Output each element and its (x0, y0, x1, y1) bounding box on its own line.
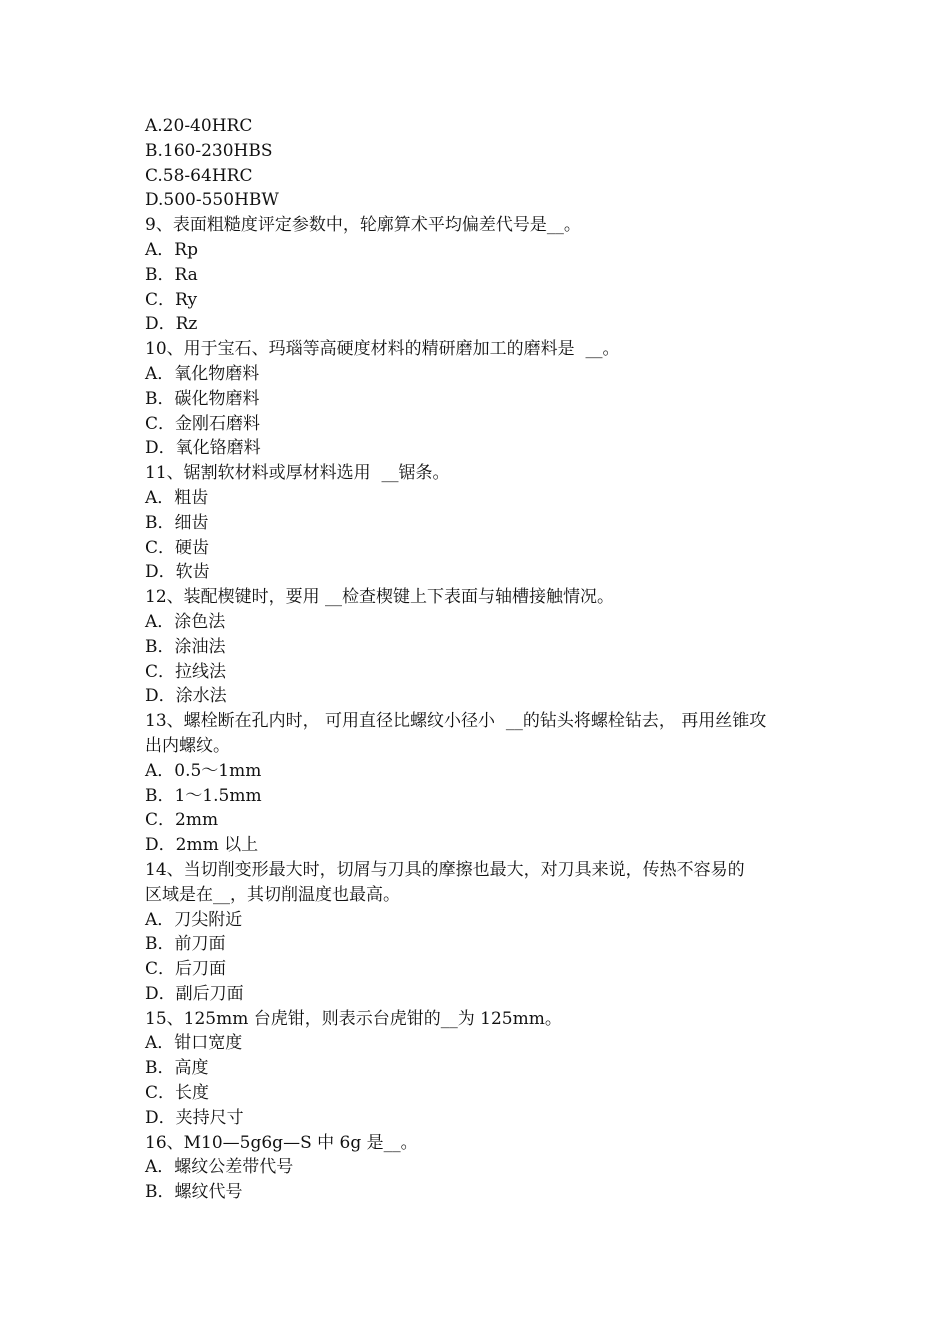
option-line: A．0.5～1mm (145, 760, 262, 781)
option-line: D．氧化铬磨料 (145, 438, 261, 459)
option-line: B.160-230HBS (145, 140, 273, 161)
option-line: B．碳化物磨料 (145, 388, 260, 409)
option-line: B．前刀面 (145, 934, 226, 955)
option-line: C.58-64HRC (145, 165, 253, 186)
question-16: 16、M10—5g6g—S 中 6g 是__。 (145, 1132, 418, 1153)
question-13: 13、螺栓断在孔内时， 可用直径比螺纹小径小 __的钻头将螺栓钻去， 再用丝锥攻 (145, 711, 767, 732)
option-line: A．粗齿 (145, 487, 209, 508)
option-line: D．夹持尺寸 (145, 1107, 244, 1128)
option-line: B．细齿 (145, 512, 209, 533)
option-line: C．Ry (145, 289, 198, 310)
question-14: 14、当切削变形最大时，切屑与刀具的摩擦也最大，对刀具来说，传热不容易的 (145, 859, 745, 880)
option-line: D．软齿 (145, 562, 210, 583)
option-line: A．刀尖附近 (145, 909, 243, 930)
question-15: 15、125mm 台虎钳，则表示台虎钳的__为 125mm。 (145, 1008, 562, 1029)
document-body (145, 114, 815, 1205)
option-line: A．螺纹公差带代号 (145, 1157, 294, 1178)
question-10: 10、用于宝石、玛瑙等高硬度材料的精研磨加工的磨料是 __。 (145, 339, 620, 360)
option-line: B．高度 (145, 1058, 209, 1079)
option-line: C．2mm (145, 810, 219, 831)
option-line: D.500-550HBW (145, 190, 279, 211)
option-line: C．长度 (145, 1083, 210, 1104)
option-line: C．硬齿 (145, 537, 210, 558)
question-13-continued: 出内螺纹。 (145, 735, 230, 756)
option-line: B．Ra (145, 264, 198, 285)
question-14-continued: 区域是在__，其切削温度也最高。 (145, 884, 400, 905)
question-11: 11、锯割软材料或厚材料选用 __锯条。 (145, 463, 450, 484)
option-line: C．后刀面 (145, 959, 227, 980)
option-line: D．副后刀面 (145, 983, 244, 1004)
option-line: B．1～1.5mm (145, 785, 262, 806)
option-line: D．Rz (145, 314, 198, 335)
option-line: B．螺纹代号 (145, 1182, 243, 1203)
option-line: A.20-40HRC (145, 116, 253, 136)
option-line: A．Rp (145, 239, 198, 260)
option-line: A．钳口宽度 (145, 1033, 243, 1054)
option-line: D．2mm 以上 (145, 835, 259, 856)
question-9: 9、表面粗糙度评定参数中，轮廓算术平均偏差代号是__。 (145, 215, 581, 236)
question-12: 12、装配楔键时，要用 __检查楔键上下表面与轴槽接触情况。 (145, 587, 615, 608)
option-line: C．金刚石磨料 (145, 413, 261, 434)
option-line: A．氧化物磨料 (145, 363, 260, 384)
option-line: B．涂油法 (145, 636, 226, 657)
option-line: C．拉线法 (145, 661, 227, 682)
option-line: D．涂水法 (145, 686, 227, 707)
option-line: A．涂色法 (145, 611, 226, 632)
